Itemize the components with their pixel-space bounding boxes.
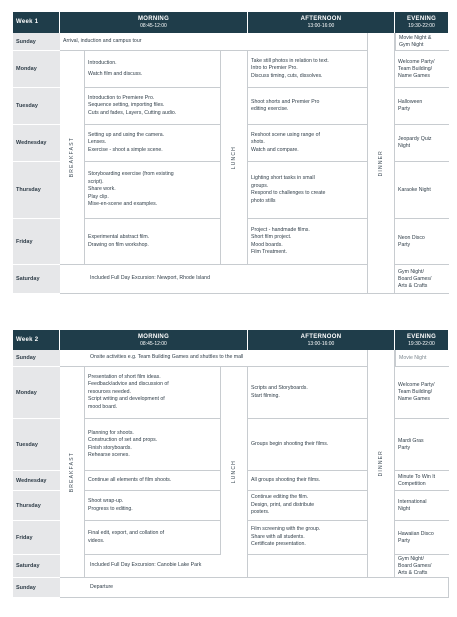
lunch-label: LUNCH <box>221 367 248 578</box>
thursday-afternoon: Continue editing the film. Design, print, and distribute posters. <box>248 491 368 521</box>
sunday-activity: Onsite activities e.g. Team Building Games and shuttles to the mall <box>60 350 368 367</box>
saturday-evening: Gym Night/ Board Games/ Arts & Crafts <box>395 265 449 294</box>
day-tuesday: Tuesday <box>13 88 60 125</box>
day-sunday: Sunday <box>13 350 60 367</box>
friday-afternoon: Project - handmade films. Short film project. Mood boards. Film Treatment. <box>248 219 368 265</box>
thursday-evening: International Night <box>395 491 449 521</box>
tuesday-afternoon: Shoot shorts and Premier Pro editing exercise. <box>248 88 368 125</box>
tuesday-evening: Halloween Party <box>395 88 449 125</box>
breakfast-label: BREAKFAST <box>60 367 85 578</box>
week2-schedule-table <box>13 330 449 598</box>
monday-afternoon: Take still photos in relation to text. Intro to Premier Pro. Discuss timing, cuts, dissolves. <box>248 51 368 88</box>
wednesday-evening: Jeopardy Quiz Night <box>395 125 449 162</box>
morning-header: MORNING 08:45-12:00 <box>60 330 248 350</box>
friday-evening: Hawaiian Disco Party <box>395 521 449 555</box>
thursday-afternoon: Lighting short tasks in small groups. Respond to challenges to create photo stills <box>248 162 368 219</box>
lunch-label: LUNCH <box>221 51 248 265</box>
friday-morning: Final edit, export, and collation of videos. <box>85 521 221 555</box>
saturday-excursion: Included Full Day Excursion: Newport, Rhode Island <box>60 265 368 294</box>
day-monday: Monday <box>13 51 60 88</box>
afternoon-header: AFTERNOON 13:00-16:00 <box>248 12 395 33</box>
week2-label: Week 2 <box>13 330 60 350</box>
day-monday: Monday <box>13 367 60 419</box>
evening-header: EVENING 19:30-22:00 <box>395 330 449 350</box>
friday-morning: Experimental abstract film. Drawing on film workshop. <box>85 219 221 265</box>
day-thursday: Thursday <box>13 162 60 219</box>
thursday-morning: Shoot wrap-up. Progress to editing. <box>85 491 221 521</box>
day-wednesday: Wednesday <box>13 471 60 491</box>
afternoon-header: AFTERNOON 13:00-16:00 <box>248 330 395 350</box>
week1-label: Week 1 <box>13 12 60 33</box>
friday-afternoon: Film screening with the group. Share with all students. Certificate presentation. <box>248 521 368 555</box>
tuesday-evening: Mardi Gras Party <box>395 419 449 471</box>
week1-schedule-table <box>13 12 449 294</box>
wednesday-morning: Setting up and using the camera. Lenses. Exercise - shoot a simple scene. <box>85 125 221 162</box>
sunday-evening: Movie Night <box>395 350 449 367</box>
monday-morning: Introduction. Watch film and discuss. <box>85 51 221 88</box>
sunday-departure: Departure <box>60 578 449 598</box>
day-wednesday: Wednesday <box>13 125 60 162</box>
thursday-morning: Storyboarding exercise (from existing script). Share work. Play clip. Mise-en-scene and examples. <box>85 162 221 219</box>
tuesday-morning: Planning for shoots. Construction of set and props. Finish storyboards. Rehearse scenes. <box>85 419 221 471</box>
wednesday-evening: Minute To Win It Competition <box>395 471 449 491</box>
evening-header: EVENING 19:30-22:00 <box>395 12 449 33</box>
dinner-label: DINNER <box>368 33 395 294</box>
day-sunday-departure: Sunday <box>13 578 60 598</box>
day-thursday: Thursday <box>13 491 60 521</box>
morning-header: MORNING 08:45-12:00 <box>60 12 248 33</box>
friday-evening: Neon Disco Party <box>395 219 449 265</box>
wednesday-morning: Continue all elements of film shoots. <box>85 471 221 491</box>
sunday-activity: Arrival, induction and campus tour <box>60 33 368 51</box>
day-friday: Friday <box>13 219 60 265</box>
day-sunday: Sunday <box>13 33 60 51</box>
day-tuesday: Tuesday <box>13 419 60 471</box>
saturday-excursion: Included Full Day Excursion: Canobie Lake Park <box>60 555 368 578</box>
thursday-evening: Karaoke Night <box>395 162 449 219</box>
breakfast-label: BREAKFAST <box>60 51 85 265</box>
monday-evening: Welcome Party/ Team Building/ Name Games <box>395 367 449 419</box>
dinner-label: DINNER <box>368 350 395 578</box>
monday-morning: Presentation of short film ideas. Feedback/advice and discussion of resources needed. Script writing and development of mood board. <box>85 367 221 419</box>
day-saturday: Saturday <box>13 265 60 294</box>
saturday-evening: Gym Night/ Board Games/ Arts & Crafts <box>395 555 449 578</box>
day-saturday: Saturday <box>13 555 60 578</box>
wednesday-afternoon: Reshoot scene using range of shots. Watch and compare. <box>248 125 368 162</box>
monday-afternoon: Scripts and Storyboards. Start filming. <box>248 367 368 419</box>
sunday-evening: Movie Night & Gym Night <box>395 33 449 51</box>
day-friday: Friday <box>13 521 60 555</box>
tuesday-morning: Introduction to Premiere Pro. Sequence setting, importing files. Cuts and fades, Layers, Cutting audio. <box>85 88 221 125</box>
monday-evening: Welcome Party/ Team Building/ Name Games <box>395 51 449 88</box>
tuesday-afternoon: Groups begin shooting their films. <box>248 419 368 471</box>
wednesday-afternoon: All groups shooting their films. <box>248 471 368 491</box>
